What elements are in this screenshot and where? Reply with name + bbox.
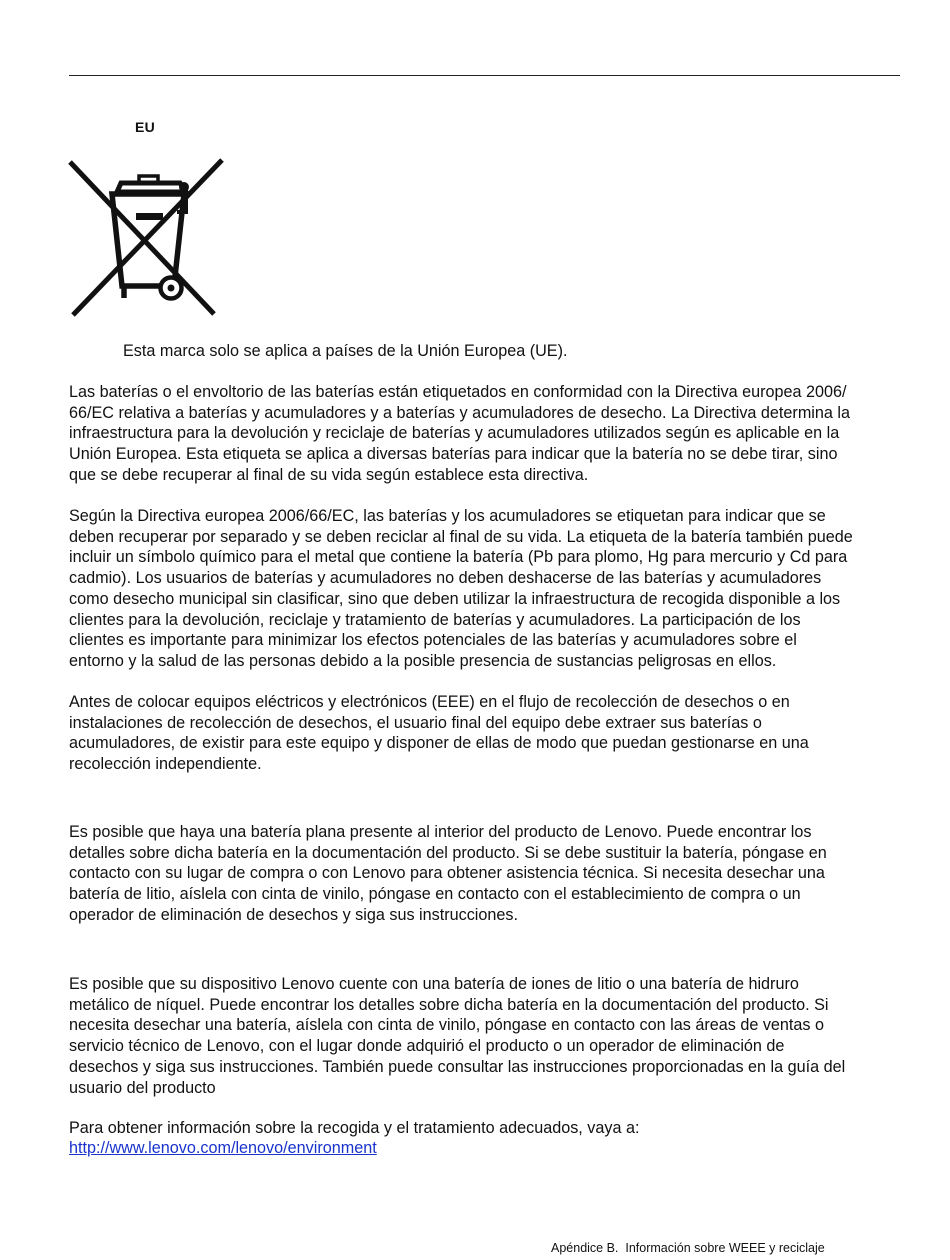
paragraph-collection-info: Para obtener información sobre la recogida y el tratamiento adecuados, vaya a:: [69, 1119, 640, 1137]
crossed-out-wheelie-bin-icon: [66, 155, 228, 320]
paragraph-coin-cell-battery: Es posible que haya una batería plana presente al interior del producto de Lenovo. Puede encontrar los detalles sobre dicha batería en la documentación del producto. Si se debe sustituir la batería, póngase en contacto con su lugar de compra o con Lenovo para obtener asistencia técnica. Si necesita desechar una batería de litio, aíslela con cinta de vinilo, póngase en contacto con el establecimiento de compra o un operador de eliminación de desechos y siga sus instrucciones.: [69, 823, 827, 924]
lenovo-environment-link[interactable]: http://www.lenovo.com/lenovo/environment: [69, 1139, 377, 1157]
top-rule-divider: [69, 75, 900, 76]
paragraph-lithium-ion-battery: Es posible que su dispositivo Lenovo cuente con una batería de iones de litio o una batería de hidruro metálico de níquel. Puede encontrar los detalles sobre dicha batería en la documentación del producto. Si necesita desechar una batería, aíslela con cinta de vinilo, póngase en contacto con las áreas de ventas o servicio técnico de Lenovo, con el lugar donde adquirió el producto o un operador de eliminación de desechos y siga sus instrucciones. También puede consultar las instrucciones proporcionadas en la guía del usuario del producto: [69, 975, 846, 1097]
eu-mark-caption: Esta marca solo se aplica a países de la Unión Europea (UE).: [123, 342, 568, 360]
paragraph-battery-labeling: Las baterías o el envoltorio de las baterías están etiquetados en conformidad con la Directiva europea 2006/ 66/EC relativa a baterías y acumuladores y a baterías y acumuladores de desecho. La Directiva determina la infraestructura para la devolución y reciclaje de baterías y acumuladores utilizados según es aplicable en la Unión Europea. Esta etiqueta se aplica a diversas baterías para indicar que la batería no se debe tirar, sino que se debe recuperar al final de su vida según establece esta directiva.: [69, 383, 851, 484]
paragraph-directive-collection: Según la Directiva europea 2006/66/EC, las baterías y los acumuladores se etiquetan para indicar que se deben recuperar por separado y se deben reciclar al final de su vida. La etiqueta de la batería también puede incluir un símbolo químico para el metal que contiene la batería (Pb para plomo, Hg para mercurio y Cd para cadmio). Los usuarios de baterías y acumuladores no deben deshacerse de las baterías y acumuladores como desecho municipal sin clasificar, sino que deben utilizar la infraestructura de recogida disponible a los clientes para la devolución, reciclaje y tratamiento de baterías y acumuladores. La participación de los clientes es importante para minimizar los efectos potenciales de las baterías y acumuladores sobre el entorno y la salud de las personas debido a la posible presencia de sustancias peligrosas en ellos.: [69, 507, 853, 670]
paragraph-eee-battery-removal: Antes de colocar equipos eléctricos y electrónicos (EEE) en el flujo de recolección de desechos o en instalaciones de recolección de desechos, el usuario final del equipo debe extraer sus baterías o acumuladores, de existir para este equipo y disponer de ellas de modo que puedan gestionarse en una recolección independiente.: [69, 693, 809, 774]
page-footer: Apéndice B. Información sobre WEEE y reciclaje: [551, 1241, 825, 1255]
eu-region-label: EU: [135, 119, 156, 135]
